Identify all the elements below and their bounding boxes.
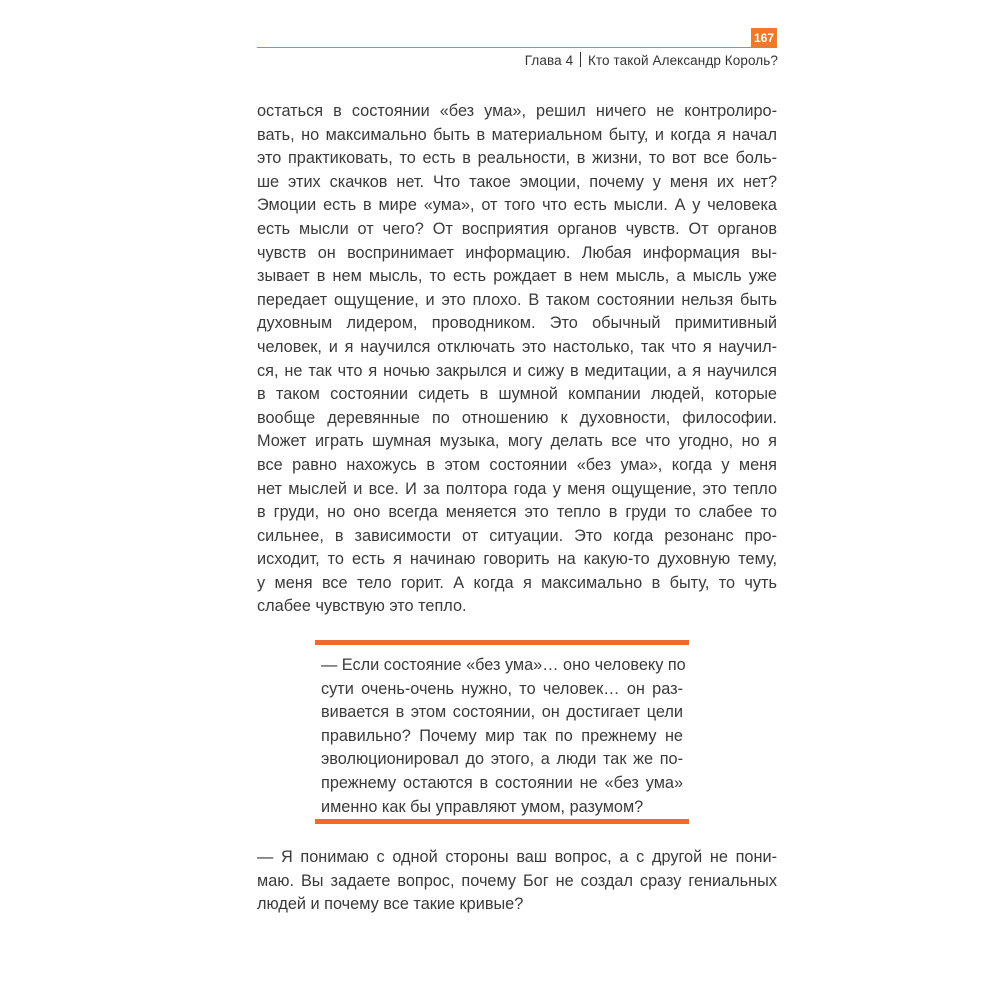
body-line: вать, но максимально быть в материальном быту, и когда я начал [257, 125, 777, 144]
quote-rule-top [315, 640, 689, 645]
body-line: передает ощущение, и это плохо. В таком состоянии нельзя быть [257, 290, 777, 309]
body-line: чувств он воспринимает информацию. Любая информация вы- [257, 243, 777, 262]
body-line: слабее чувствую это тепло. [257, 597, 467, 616]
quote-text [321, 654, 686, 819]
body-line: ся, не так что я ночью закрылся и сижу в медитации, а я научился [257, 361, 777, 380]
body-line: у меня все тело горит. А когда я максимально в быту, то чуть [257, 573, 777, 592]
body-line: духовным лидером, проводником. Это обычный примитивный [257, 314, 777, 333]
quote-line: именно как бы управляют умом, разумом? [321, 797, 644, 816]
chapter-title: Кто такой Александр Король? [587, 53, 778, 68]
body-line: вообще деревянные по отношению к духовности, философии. [257, 408, 777, 427]
answer-line: маю. Вы задаете вопрос, почему Бог не создал сразу гениальных [257, 871, 777, 890]
page-number: 167 [751, 28, 777, 48]
body-line: есть мысли от чего? От восприятия органов чувств. От органов [257, 219, 777, 238]
quote-line: прежнему остаются в состоянии не «без ума» [321, 773, 683, 792]
body-line: Может играть шумная музыка, могу делать все что угодно, но я [257, 432, 777, 451]
body-line: остаться в состоянии «без ума», решил ничего не контролиро- [257, 102, 777, 120]
quote-line: сути очень-очень нужно, то человек… он раз- [321, 679, 683, 698]
running-head-separator [580, 52, 581, 67]
body-line: в груди, но оно всегда меняется это тепло в груди то слабее то [257, 503, 777, 522]
body-line: в таком состоянии сидеть в шумной компании людей, которые [257, 385, 777, 404]
running-head [525, 52, 778, 68]
body-line: сильнее, в зависимости от ситуации. Это когда резонанс про- [257, 526, 777, 545]
answer-line: людей и почему все такие кривые? [257, 895, 524, 914]
body-line: ше этих скачков нет. Что такое эмоции, почему у меня их нет? [257, 172, 777, 191]
body-line: Эмоции есть в мире «ума», от того что есть мысли. А у человека [257, 196, 777, 215]
quote-line: правильно? Почему мир так по прежнему не [321, 726, 683, 745]
header-rule [257, 47, 751, 48]
body-paragraph [257, 100, 777, 619]
quote-line: эволюционировал до этого, а люди так же по- [321, 750, 683, 769]
answer-line: — Я понимаю с одной стороны ваш вопрос, а с другой не пони- [257, 848, 777, 866]
body-line: исходит, то есть я начинаю говорить на какую-то духовную тему, [257, 550, 777, 569]
quote-line: — Если состояние «без ума»… оно человеку по [321, 656, 686, 674]
body-line: нет мыслей и все. И за полтора года у меня ощущение, это тепло [257, 479, 777, 498]
quote-line: вивается в этом состоянии, он достигает цели [321, 703, 683, 722]
chapter-label: Глава 4 [524, 53, 574, 68]
body-line: все равно нахожусь в этом состоянии «без ума», когда у меня [257, 455, 777, 474]
pull-quote [315, 640, 689, 824]
body-line: это практиковать, то есть в реальности, в жизни, то вот все боль- [257, 149, 777, 168]
body-line: человек, и я научился отключать это настолько, так что я научил- [257, 337, 777, 356]
answer-paragraph [257, 846, 777, 917]
body-line: зывает в нем мысль, то есть рождает в нем мысль, а мысль уже [257, 267, 777, 286]
quote-rule-bottom [315, 819, 689, 824]
